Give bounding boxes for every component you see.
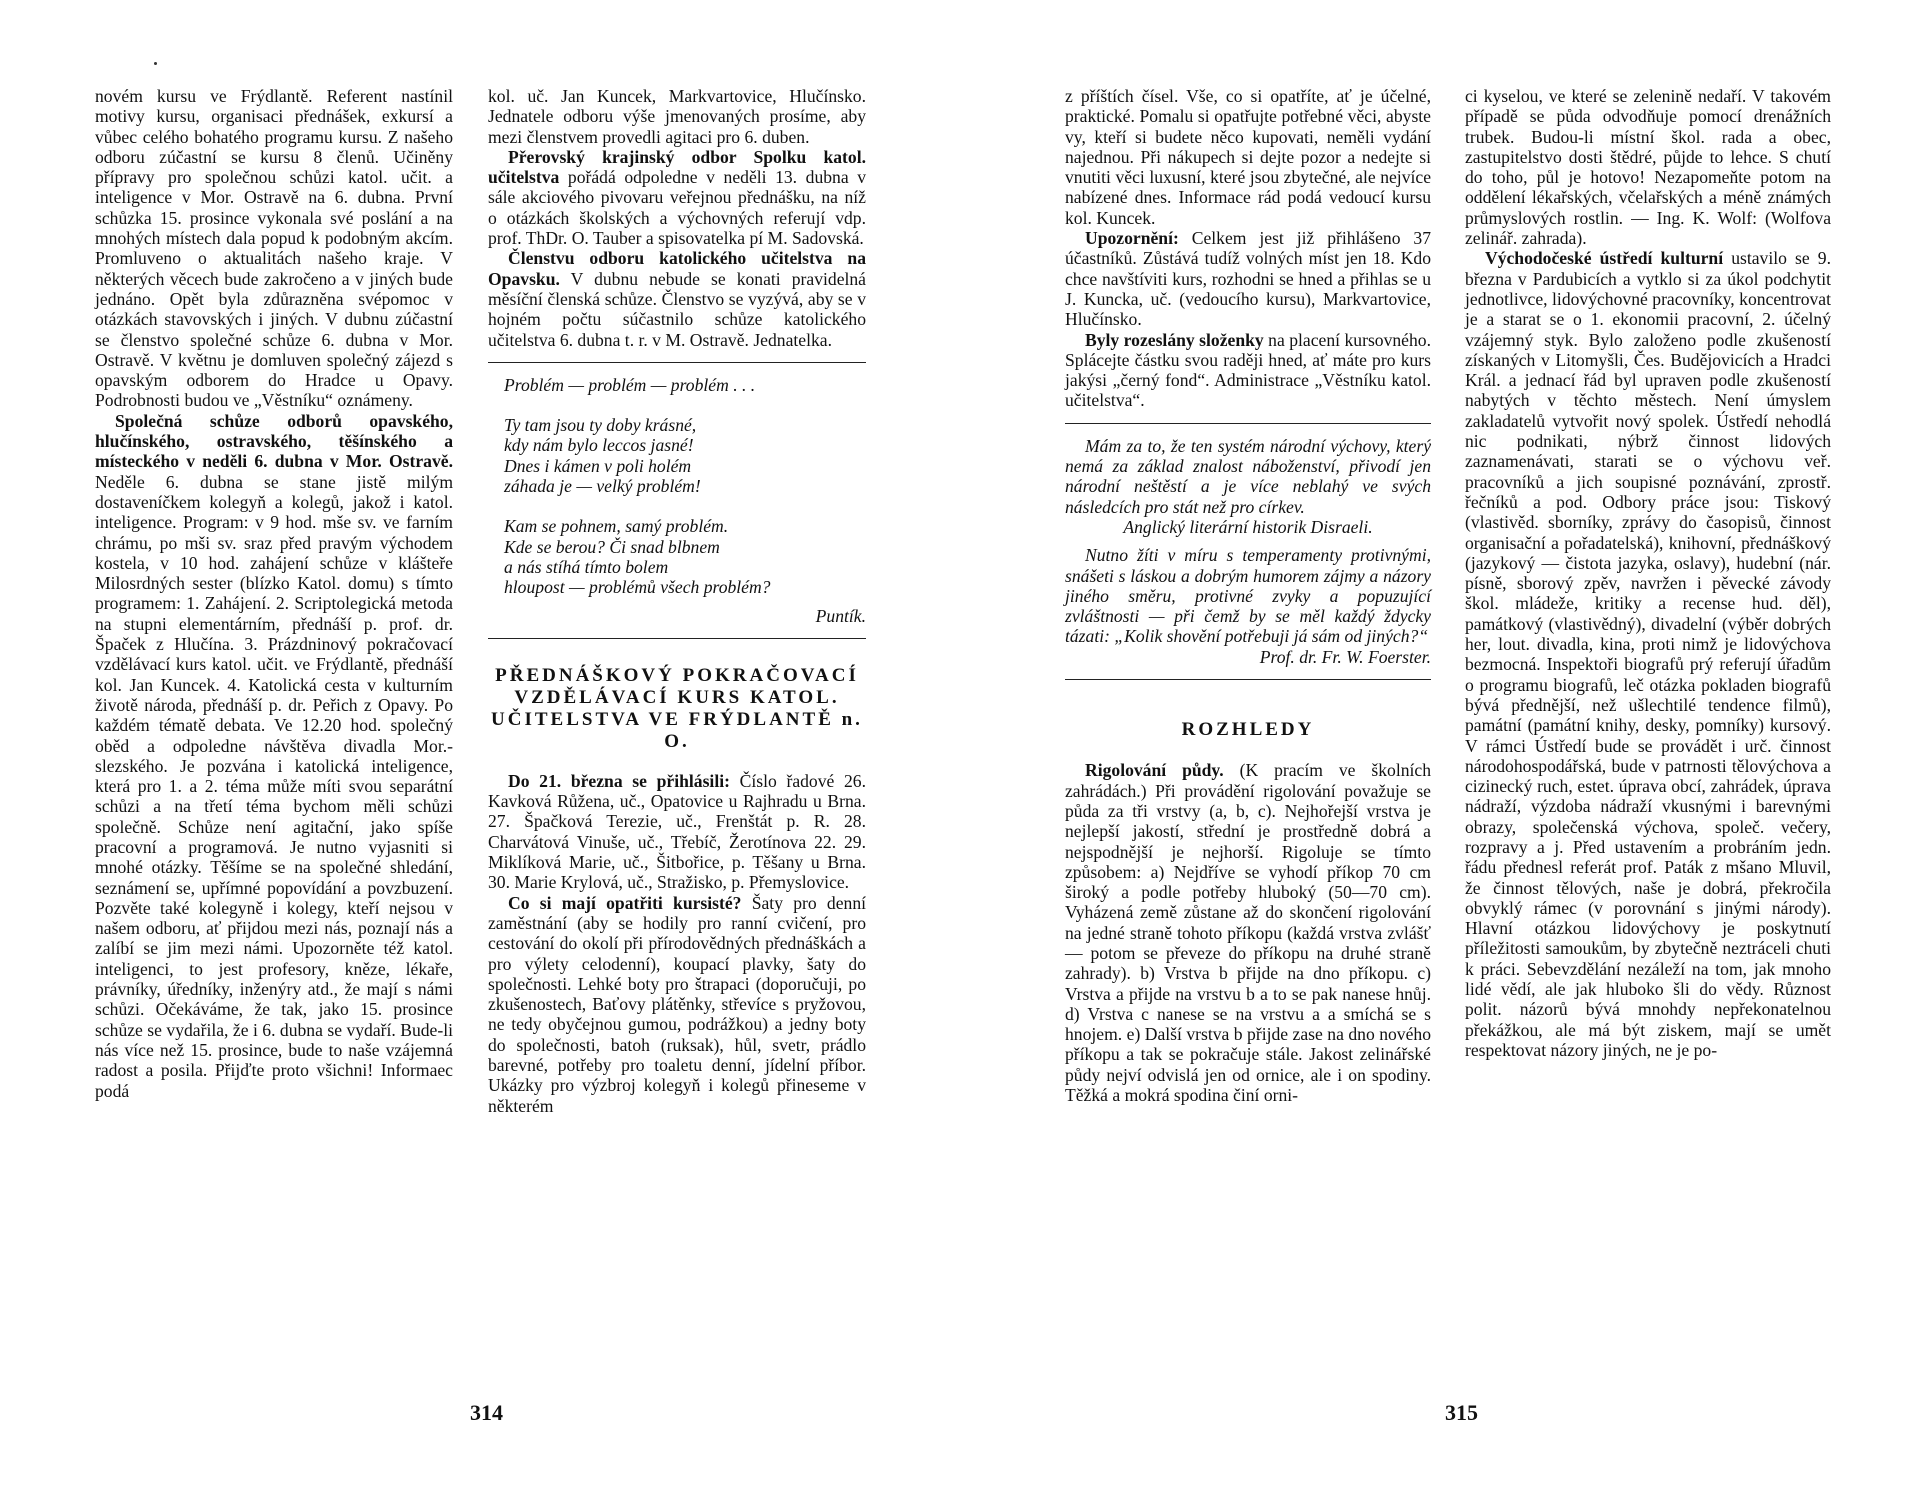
page-number: 314 xyxy=(470,1400,503,1425)
paragraph xyxy=(1465,248,1831,1060)
paragraph xyxy=(95,411,453,1101)
paragraph xyxy=(488,248,866,349)
left-column-2 xyxy=(488,86,866,1116)
divider xyxy=(1065,423,1431,424)
right-page xyxy=(1035,0,1906,1500)
left-page xyxy=(0,0,950,1500)
paragraph-text: ustavilo se 9. března v Pardubicích a vytklo si za úkol podchytit jednotlivce, lidovýchovné pracovníky, koncentrovat je a starat se o 1. ekonomii pracovní, 2. účelný vzájemný styk. Bylo založeno podle zkušeností získaných v Litomyšli, Čes. Budějovicích a Hradci Král. a jednací řád byl upraven podle zkušeností nabytých v těchto městech. Není úmyslem zakladatelů vytvořit nový spolek. Ústředí nehodlá nic podnikati, nýbrž činnost lidových zaznamenávati, starati se o výchovu veř. pracovníků a jich soupisné poznávání, zprostř. řečníků a pod. Odbory práce jsou: Tiskový (vlastivěd. sborníky, zprávy do časopisů, činnost organisační a pořadatelská), knihovní, přednáškový (jazykový — čistota jazyka, oslavy), hudební (nár. písně, sborový zpěv, navržen i pěvecké závody škol. mládeže, kritiky a recense hud. děl), památkový (vlastivědný), divadelní (výběr dobrých her, lout. divadla, kina, proti nimž je lidovýchova bezmocná. Inspektoři biografů prý referují úřadům o programu biografů, leč otázka pokladen biografů bývá přednější, než ušlechtilé tendence filmů), památní (památní knihy, desky, pomníky) kursový. V rámci Ústředí bude se provádět i urč. činnost národohospodářská, bude v patrnosti tělovýchova a cizinecký ruch, estet. úprava obcí, zahrádek, úprava nádraží, výzdoba nádraží vkusnými i barevnými obrazy, společenská výchova, společ. večery, rozpravy a j. Před ustavením a probráním jedn. řádu přednesl referát prof. Paták z mšano Mluvil, že činnost tělových, naše je dobrá, překročila obvyklý rámec (v porovnání s jinými národy). Hlavní otázkou lidovýchovy je poskytnutí příležitosti samoukům, by zbytečně neztráceli chuti k práci. Sebevzdělání nezáleží na tom, jak mnoho lidé vědí, ale jak hluboko šli do vědy. Různost polit. názorů bývá mnohdy nepřekonatelnou překážkou, ale má být ziskem, mají se umět respektovat názory jiných, ne je po- xyxy=(1465,248,1831,1060)
quote-attribution: Prof. dr. Fr. W. Foerster. xyxy=(1259,646,1431,667)
paragraph xyxy=(1065,228,1431,329)
bold-lead: Do 21. března se přihlásili: xyxy=(508,770,730,791)
quote-block xyxy=(1065,436,1431,667)
paragraph xyxy=(1065,760,1431,1105)
poem-line: záhada je — velký problém! xyxy=(504,476,701,497)
page-number: 315 xyxy=(1445,1400,1478,1425)
poem-signature: Puntík. xyxy=(815,605,866,626)
quote-text: Nutno žíti v míru s temperamenty protivnými, snášeti s láskou a dobrým humorem zájmy a názory jiného směru, protivné zvyky a popuzující zvláštnosti — při čemž by se měl každý ždycky tázati: „Kolik shovění potřebuji já sám od jiných?“ xyxy=(1065,545,1431,647)
paragraph-text: na placení kursovného. Splácejte částku svou raději hned, ať máte pro kurs jakýsi „černý fond“. Administrace „Věstníku katol. učitelstva“. xyxy=(1065,329,1431,411)
poem-line: a nás stíhá tímto bolem xyxy=(504,556,669,577)
paragraph: ci kyselou, ve které se zelenině nedaří. V takovém případě se půda odvodňuje pomocí drenážních trubek. Budou-li místní škol. rada a obec, zastupitelstvo dosti štědré, půjde to lehce. S chutí do toho, půl je hotovo! Nezapomeňte potom na oddělení lékařských, včelařských a méně známých průmyslových rostlin. — Ing. K. Wolf: (Wolfova zelinář. zahrada). xyxy=(1465,86,1831,249)
poem-line: Kam se pohnem, samý problém. xyxy=(504,516,729,537)
paragraph-text: Celkem jest již přihlášeno 37 účastníků. Zůstává tudíž volných míst jen 18. Kdo chce navštíviti kurs, rozhodni se hned a přihlas se u J. Kuncka, uč. (vedoucího kursu), Markvartovice, Hlučínsko. xyxy=(1065,228,1431,330)
poem-line: Kde se berou? Či snad blbnem xyxy=(504,536,720,557)
paragraph-text: pořádá odpoledne v neděli 13. dubna v sále akciového pivovaru veřejnou přednášku, na níž o otázkách školských a výchovných referují vdp. prof. ThDr. O. Tauber a spisovatelka pí M. Sadovská. xyxy=(488,167,866,249)
quote-attribution: Anglický literární historik Disraeli. xyxy=(1123,516,1373,537)
poem xyxy=(488,375,866,626)
paragraph-text: (K pracím ve školních zahrádách.) Při provádění rigolování považuje se půda za tři vrstvy (a, b, c). Nejhořejší vrstva je nejlepší jakostí, střední je prostředně dobrá a nejspodnější je nejhorší. Rigoluje se tímto způsobem: a) Nejdříve se vyhodí příkop 70 cm široký a podle potřeby hluboký (50—70 cm). Vyházená země zůstane až do skončení rigolování na jedné straně tohoto příkopu (každá vrstva zvlášť — potom se převeze do příkopu na druhé straně zahrady). b) Vrstva b přijde na dno příkopu. c) Vrstva a přijde na vrstvu b a to se pak nanese hnůj. d) Vrstva c nanese se na vrstvu a a smíchá se s hnojem. e) Další vrstva b přijde zase na dno nového příkopu a tak se pokračuje stále. Jakost zelinářské půdy nejví odvislá jen od ornice, ale i on spodiny. Těžká a mokrá spodina činí orni- xyxy=(1065,760,1431,1106)
left-column-1 xyxy=(95,86,453,1101)
paragraph-text: V dubnu nebude se konati pravidelná měsíční členská schůze. Členstvo se vyzývá, aby se v hojném počtu súčastnilo schůze katolického učitelstva 6. dubna t. r. v M. Ostravě. Jednatelka. xyxy=(488,268,866,350)
poem-line: hloupost — problémů všech problém? xyxy=(504,577,771,598)
bold-lead: Společná schůze odborů opavského, hlučínského, ostravského, těšínského a místeckého v neděli 6. dubna v Mor. Ostravě. xyxy=(95,410,453,472)
poem-line: Dnes i kámen v poli holém xyxy=(504,455,692,476)
bold-lead: Východočeské ústředí kulturní xyxy=(1485,248,1724,269)
bold-lead: Členstvu odboru katolického učitelstva na Opavsku. xyxy=(488,248,866,289)
paragraph-text: Šaty pro denní zaměstnání (aby se hodily pro ranní cvičení, pro cestování do okolí při přírodovědných přednáškách a pro výlety celodenní), koupací plavky, šaty do společnosti. Lehké boty pro štrapaci (doporučuji, po zkušenostech, Baťovy plátěnky, střevíce s pryžovou, ne tedy obyčejnou gumou, podrážkou) a jedny boty do společnosti, batoh (ruksak), hůl, svetr, prádlo barevné, potřeby pro toaletu denní, jídelní příbor. Ukázky pro výzbroj kolegyň i kolegů přineseme v některém xyxy=(488,892,867,1116)
bold-lead: Přerovský krajinský odbor Spolku katol. učitelstva xyxy=(488,146,866,188)
article-heading: PŘEDNÁŠKOVÝ POKRAČOVACÍ VZDĚLÁVACÍ KURS KATOL. UČITELSTVA VE FRÝDLANTĚ n. O. xyxy=(491,664,863,752)
print-speck xyxy=(154,62,157,65)
paragraph xyxy=(488,771,866,893)
quote-text: Mám za to, že ten systém národní výchovy, který nemá za základ znalost náboženství, přivodí jen národní neštěstí a je více neblahý ve svých následcích pro stát než pro církev. xyxy=(1065,435,1431,517)
paragraph xyxy=(488,147,866,248)
paragraph-text: Neděle 6. dubna se stane jistě milým dostaveníčkem kolegyň a kolegů, jakož i katol. inteligence. Program: v 9 hod. mše sv. ve farním chrámu, po mši sv. sraz před pravým východem kostela, v 10 hod. zahájení schůze v klášteře Milosrdných sester (blízko Katol. domu) s tímto programem: 1. Zahájení. 2. Scriptolegická metoda na stupni elementárním, přednáší p. prof. dr. Špaček z Hlučína. 3. Prázdninový pokračovací vzdělávací kurs katol. učit. ve Frýdlantě, přednáší kol. Jan Kuncek. 4. Katolická cesta v kulturním životě národa, přednáší p. dr. Peřich z Opavy. Po každém tématě debata. Ve 12.20 hod. společný oběd a odpoledne návštěva divadla Mor.-slezského. Je pozvána i katolická inteligence, která pro 1. a 2. téma může míti svou separátní schůzi a na třetí téma bychom měli schůzi společně. Schůze není agitační, jako spíše pracovní a programová. Je nutno vyjasniti si mnohé otázky. Těšíme se na společné shledání, seznámení se, upřímné popovídání a povzbuzení. Pozvěte také kolegyně i kolegy, kteří nejsou v našem odboru, ať přijdou mezi nás, poznají nás a zalíbí se jim mezi námi. Upozorněte též katol. inteligenci, to jest profesory, kněze, lékaře, právníky, úředníky, inženýry atd., že mají s námi schůzi. Očekáváme, že tak, jako 15. prosince schůze se vydařila, že i 6. dubna se vydaří. Bude-li nás více než 15. prosince, bude to naše vzájemná radost a posila. Přijďte proto všichni! Informaec podá xyxy=(95,471,453,1101)
right-column-2 xyxy=(1465,86,1831,1060)
bold-lead: Byly rozeslány složenky xyxy=(1085,329,1264,350)
paragraph xyxy=(1065,330,1431,411)
divider xyxy=(1065,679,1431,680)
poem-line: Ty tam jsou ty doby krásné, xyxy=(504,415,697,436)
paragraph xyxy=(488,893,866,1116)
bold-lead: Rigolování půdy. xyxy=(1085,760,1224,781)
poem-title: Problém — problém — problém . . . xyxy=(504,374,756,395)
section-heading: ROZHLEDY xyxy=(1181,719,1315,741)
paragraph: z příštích čísel. Vše, co si opatříte, ať je účelné, praktické. Pomalu si opatřujte potřebné věci, abyste vy, kteří si budete něco kupovati, neměli vydání najednou. Při nákupech si dejte pozor a nedejte si vnutiti věci luxusní, které jsou zbytečné, ale nejvíce nabízené dnes. Informace rád podá vedoucí kursu kol. Kuncek. xyxy=(1065,86,1431,228)
divider xyxy=(488,638,866,639)
paragraph: novém kursu ve Frýdlantě. Referent nastínil motivy kursu, organisaci přednášek, exkursí a vůbec celého bohatého programu kursu. Z našeho odboru zúčastní se kursu 8 členů. Učiněny přípravy pro společnou schůzi katol. učit. a inteligence v Mor. Ostravě na 6. dubna. První schůzka 15. prosince vykonala své poslání a na mnohých místech dala popud k podobným akcím. Promluveno o aktualitách našeho kraje. V některých věcech bude zakročeno a v jiných bude jednáno. Opět byla zdůrazněna svépomoc v otázkách stavovských i jiných. V dubnu zúčastní se členstvo společné schůze 6. dubna v Mor. Ostravě. V květnu je domluven společný zájezd s opavským odborem do Hradce u Opavy. Podrobnosti budou ve „Věstníku“ oznámeny. xyxy=(95,86,453,411)
paragraph-text: Číslo řadové 26. Kavková Růžena, uč., Opatovice u Rajhradu u Brna. 27. Špačková Terezie, uč., Frenštát p. R. 28. Charvátová Vinuše, uč., Třebíč, Žerotínova 22. 29. Miklíková Marie, uč., Šitbořice, p. Těšany u Brna. 30. Marie Krylová, uč., Stražisko, p. Přemyslovice. xyxy=(488,770,867,893)
paragraph: kol. uč. Jan Kuncek, Markvartovice, Hlučínsko. Jednatele odboru výše jmenovaných prosíme, aby mezi členstvem provedli agitaci pro 6. duben. xyxy=(488,86,866,147)
poem-line: kdy nám bylo leccos jasné! xyxy=(504,435,694,456)
right-column-1 xyxy=(1065,86,1431,1105)
bold-lead: Upozornění: xyxy=(1085,228,1179,249)
bold-lead: Co si mají opatřiti kursisté? xyxy=(508,892,742,913)
divider xyxy=(488,362,866,363)
